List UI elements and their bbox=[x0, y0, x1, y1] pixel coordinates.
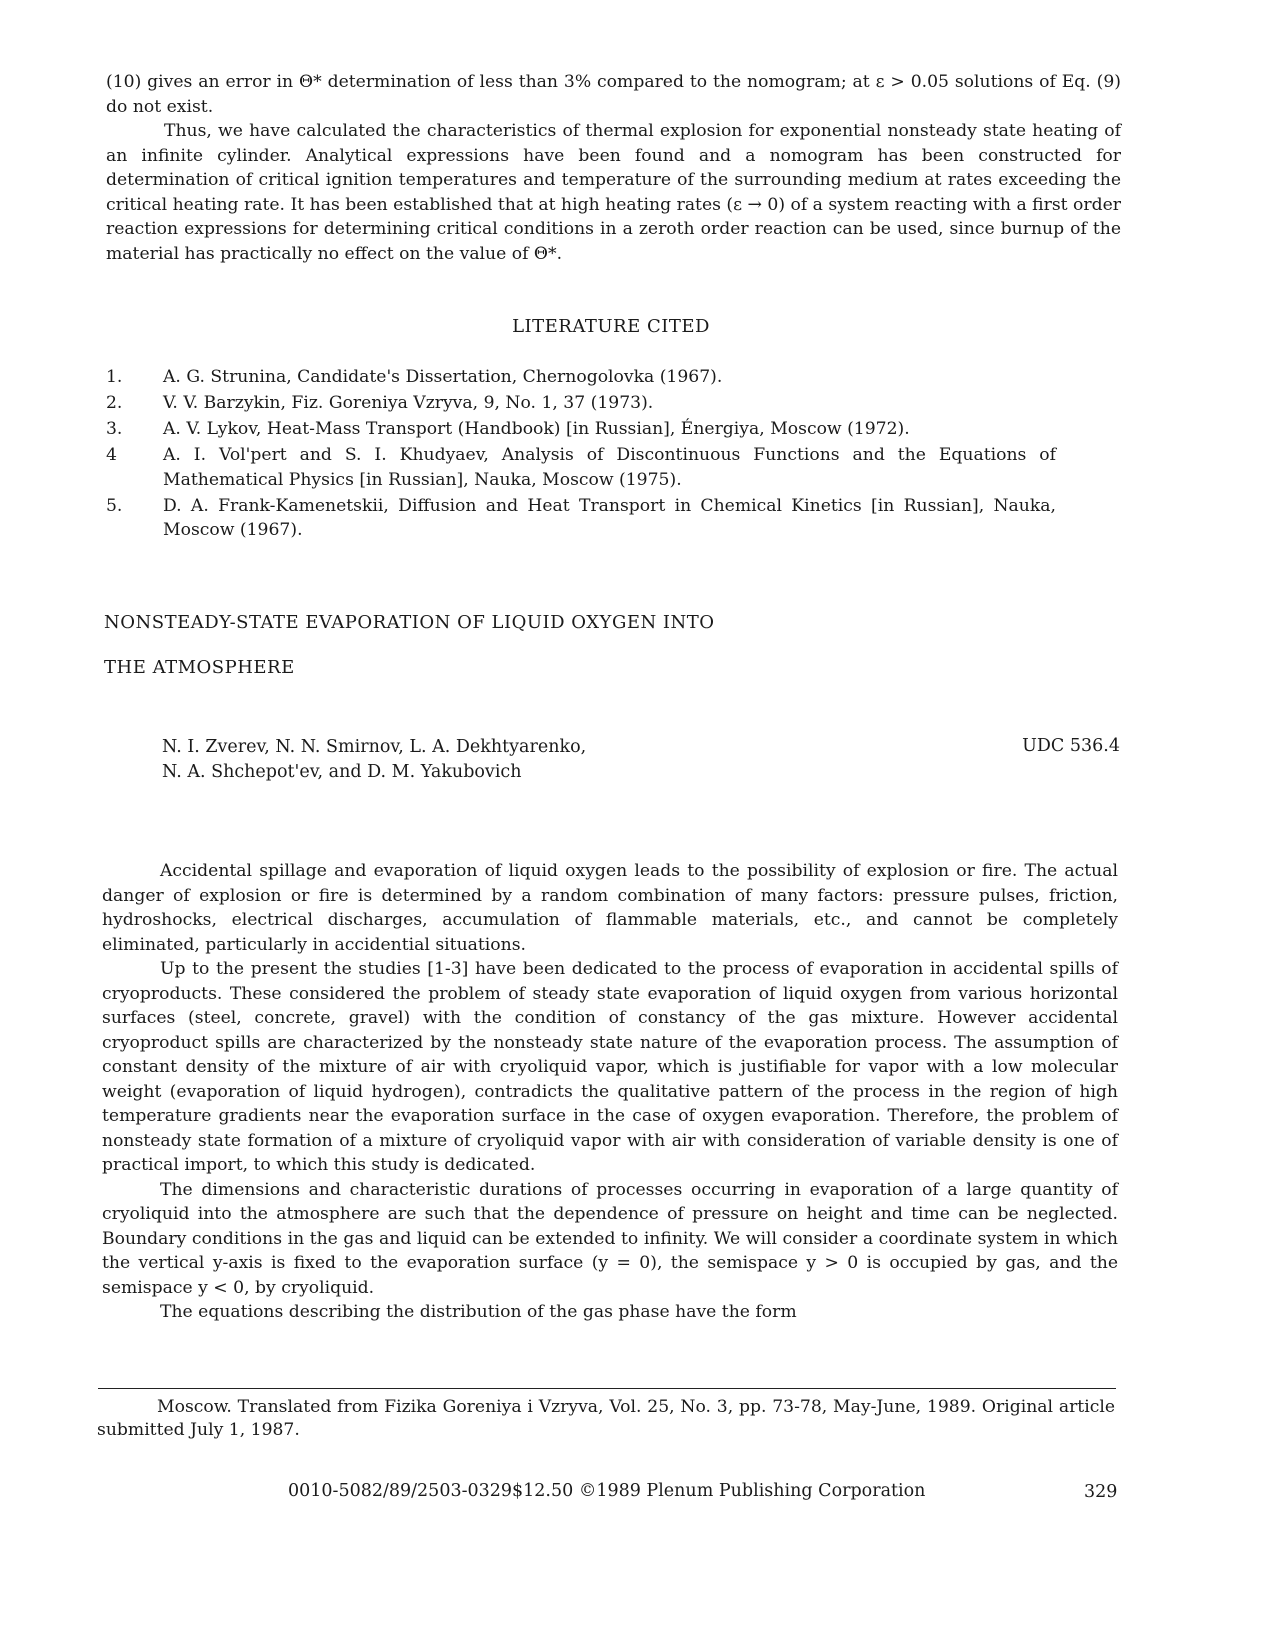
article-title bbox=[104, 612, 1104, 633]
reference-text: A. G. Strunina, Candidate's Dissertation, Chernogolovka (1967). bbox=[163, 367, 723, 387]
footnote-divider bbox=[98, 1388, 1116, 1389]
literature-heading bbox=[0, 316, 1222, 337]
reference-item bbox=[106, 365, 1056, 390]
authors-line-1: N. I. Zverev, N. N. Smirnov, L. A. Dekhtyarenko, bbox=[162, 737, 587, 757]
reference-item bbox=[106, 494, 1056, 543]
body-paragraph: The dimensions and characteristic durations of processes occurring in evaporation of a large quantity of cryoliquid into the atmosphere are such that the dependence of pressure on height and time can be neglected. Boundary conditions in the gas and liquid can be extended to infinity. We will consider a coordinate system in which the vertical y-axis is fixed to the evaporation surface (y = 0), the semispace y > 0 is occupied by gas, and the semispace y < 0, by cryoliquid. bbox=[102, 1179, 1118, 1298]
paragraph-continued: (10) gives an error in Θ* determination of less than 3% compared to the nomogram; at ε > 0.05 solutions of Eq. (9) do not exist. bbox=[106, 72, 1121, 117]
footnote bbox=[97, 1396, 1115, 1441]
author-list bbox=[162, 735, 962, 784]
udc-label: UDC 536.4 bbox=[1022, 736, 1120, 756]
paragraph-conclusion: Thus, we have calculated the characteristics of thermal explosion for exponential nonsteady state heating of an infinite cylinder. Analytical expressions have been found and a nomogram has been constructed for determination of critical ignition temperatures and temperature of the surrounding medium at rates exceeding the critical heating rate. It has been established that at high heating rates (ε → 0) of a system reacting with a first order reaction expressions for determining critical conditions in a zeroth order reaction can be used, since burnup of the material has practically no effect on the value of Θ*. bbox=[106, 121, 1121, 264]
reference-number: 2. bbox=[106, 393, 123, 413]
section-heading: LITERATURE CITED bbox=[512, 316, 710, 337]
reference-item bbox=[106, 391, 1056, 416]
reference-item bbox=[106, 443, 1056, 492]
publication-code: 0010-5082/89/2503-0329$12.50 ©1989 Plenum Publishing Corporation bbox=[288, 1481, 926, 1501]
continued-text bbox=[106, 70, 1121, 266]
reference-number: 1. bbox=[106, 367, 123, 387]
body-paragraph: Accidental spillage and evaporation of liquid oxygen leads to the possibility of explosion or fire. The actual danger of explosion or fire is determined by a random combination of many factors: pressure pulses, friction, hydroshocks, electrical discharges, accumulation of flammable materials, etc., and cannot be completely eliminated, particularly in accidential situations. bbox=[102, 861, 1118, 955]
reference-number: 4 bbox=[106, 445, 117, 465]
reference-item bbox=[106, 417, 1056, 442]
reference-number: 5. bbox=[106, 495, 123, 516]
reference-list bbox=[106, 365, 1056, 544]
footnote-text: Moscow. Translated from Fizika Goreniya i Vzryva, Vol. 25, No. 3, pp. 73-78, May-June, 1989. Original article submitted July 1, 1987. bbox=[97, 1397, 1115, 1440]
title-line-2: THE ATMOSPHERE bbox=[104, 657, 295, 678]
reference-number: 3. bbox=[106, 419, 123, 439]
reference-text: A. I. Vol'pert and S. I. Khudyaev, Analysis of Discontinuous Functions and the Equations of Mathematical Physics [in Russian], Nauka, Moscow (1975). bbox=[163, 445, 1056, 490]
article-body bbox=[102, 859, 1118, 1325]
reference-text: V. V. Barzykin, Fiz. Goreniya Vzryva, 9, No. 1, 37 (1973). bbox=[163, 393, 654, 413]
reference-text: D. A. Frank-Kamenetskii, Diffusion and Heat Transport in Chemical Kinetics [in Russian], Nauka, Moscow (1967). bbox=[163, 495, 1056, 540]
page-number: 329 bbox=[1084, 1482, 1118, 1502]
article-title-continued bbox=[104, 657, 1104, 678]
body-paragraph: The equations describing the distribution of the gas phase have the form bbox=[160, 1302, 797, 1322]
reference-text: A. V. Lykov, Heat-Mass Transport (Handbook) [in Russian], Énergiya, Moscow (1972). bbox=[163, 419, 910, 439]
udc-code bbox=[900, 736, 1120, 756]
authors-line-2: N. A. Shchepot'ev, and D. M. Yakubovich bbox=[162, 761, 522, 782]
body-paragraph: Up to the present the studies [1-3] have been dedicated to the process of evaporation in accidental spills of cryoproducts. These considered the problem of steady state evaporation of liquid oxygen from various horizontal surfaces (steel, concrete, gravel) with the condition of constancy of the gas mixture. However accidental cryoproduct spills are characterized by the nonsteady state nature of the evaporation process. The assumption of constant density of the mixture of air with cryoliquid vapor, which is justifiable for vapor with a low molecular weight (evaporation of liquid hydrogen), contradicts the qualitative pattern of the process in the region of high temperature gradients near the evaporation surface in the case of oxygen evaporation. Therefore, the problem of nonsteady state formation of a mixture of cryoliquid vapor with air with consideration of variable density is one of practical import, to which this study is dedicated. bbox=[102, 959, 1118, 1175]
title-line-1: NONSTEADY-STATE EVAPORATION OF LIQUID OXYGEN INTO bbox=[104, 612, 715, 633]
